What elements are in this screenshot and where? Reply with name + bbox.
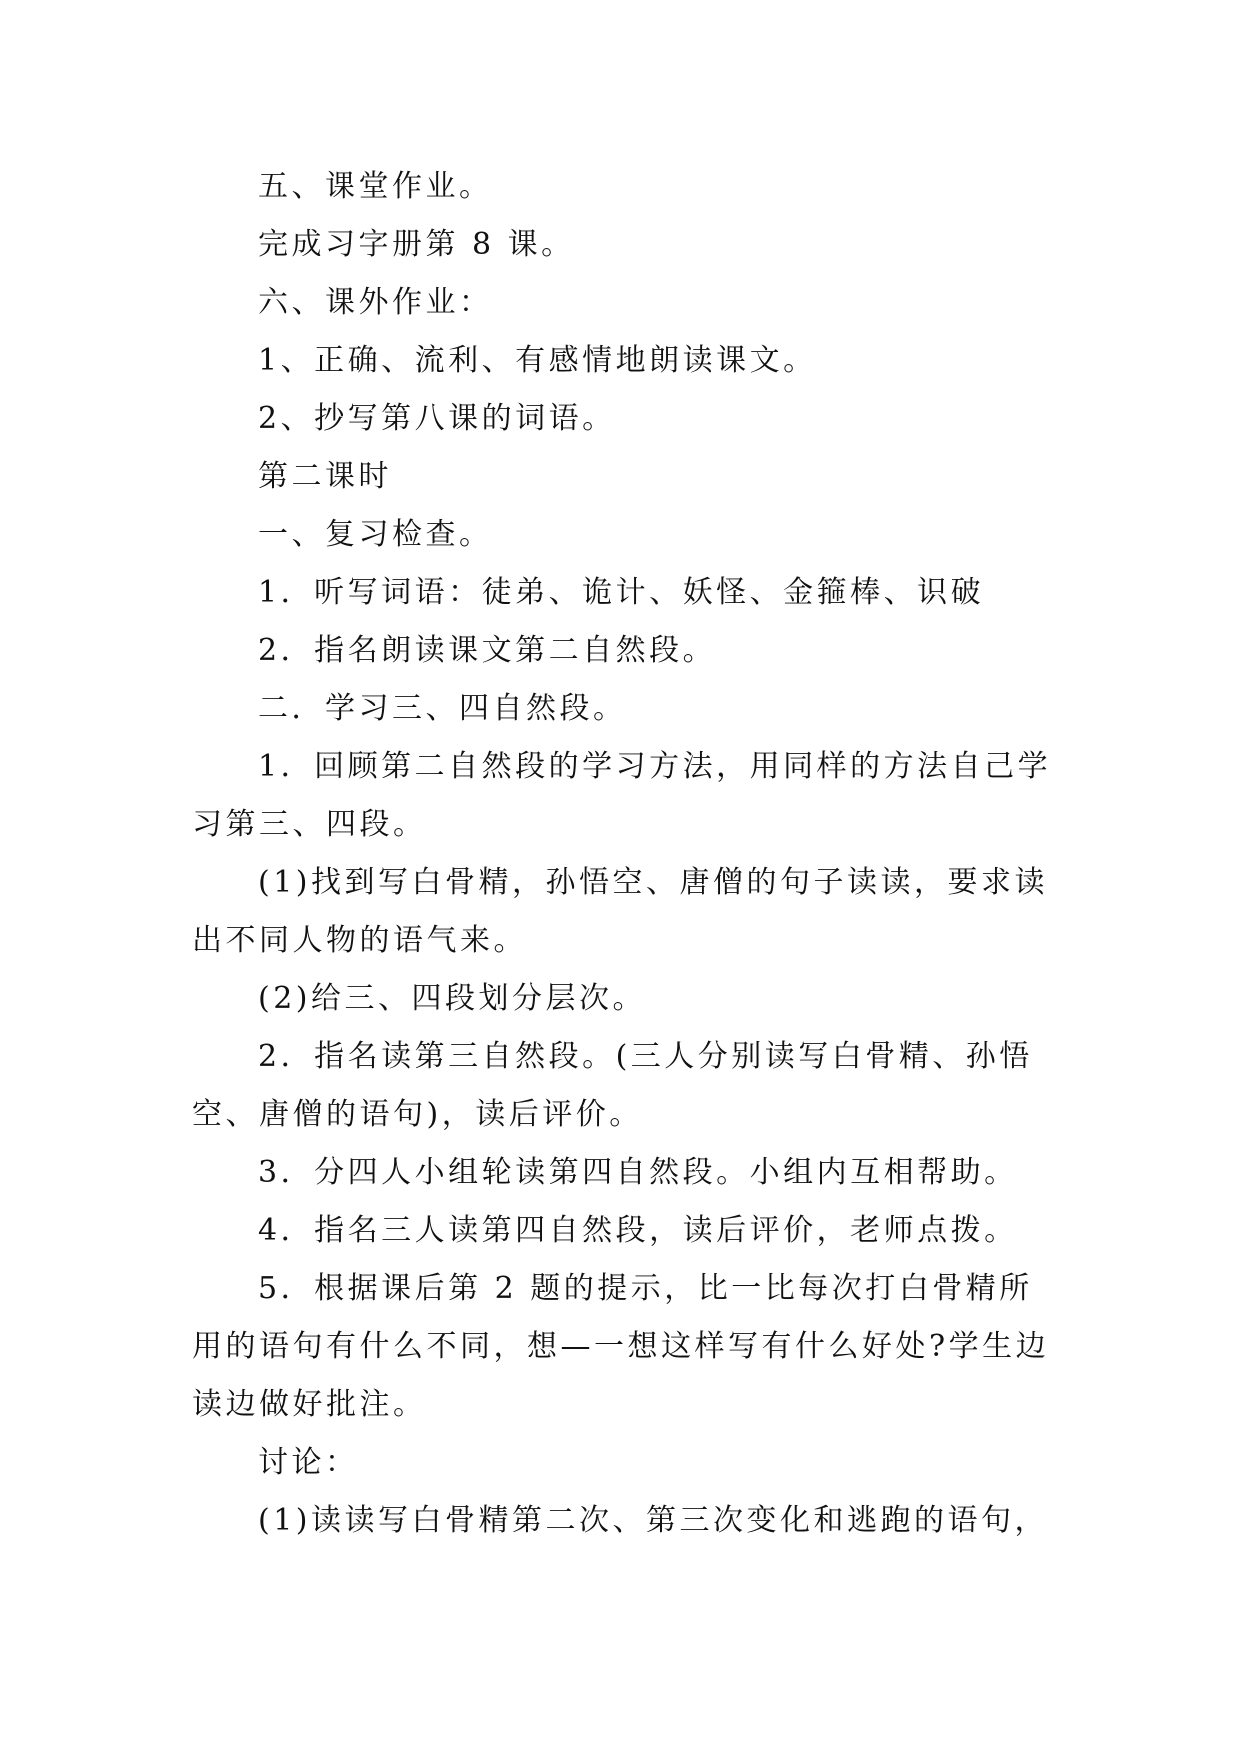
paragraph-class-assignment-heading: 五、课堂作业。 xyxy=(258,169,493,204)
paragraph-homework-item-2: 2、抄写第八课的词语。 xyxy=(258,401,616,436)
paragraph-review-heading: 一、复习检查。 xyxy=(258,517,493,552)
paragraph-study-item-5: 5．根据课后第 2 题的提示，比一比每次打白骨精所用的语句有什么不同，想—一想这样写有什么好处?学生边读边做好批注。 xyxy=(192,1271,1050,1422)
paragraph-study-item-4: 4．指名三人读第四自然段，读后评价，老师点拨。 xyxy=(258,1213,1018,1248)
paragraph-homework-item-1: 1、正确、流利、有感情地朗读课文。 xyxy=(258,343,817,378)
paragraph-complete-workbook: 完成习字册第 8 课。 xyxy=(258,227,575,262)
paragraph-homework-heading: 六、课外作业： xyxy=(258,285,493,320)
paragraph-study-subitem-1: (1)找到写白骨精，孙悟空、唐僧的句子读读，要求读出不同人物的语气来。 xyxy=(192,865,1048,958)
paragraph-second-lesson-title: 第二课时 xyxy=(258,459,392,494)
paragraph-review-item-2: 2．指名朗读课文第二自然段。 xyxy=(258,633,717,668)
paragraph-study-item-2: 2．指名读第三自然段。(三人分别读写白骨精、孙悟空、唐僧的语句)，读后评价。 xyxy=(192,1039,1033,1132)
paragraph-review-item-1: 1．听写词语：徒弟、诡计、妖怪、金箍棒、识破 xyxy=(258,575,985,610)
paragraph-study-subitem-2: (2)给三、四段划分层次。 xyxy=(258,981,646,1016)
document-body xyxy=(192,158,1058,1550)
paragraph-study-item-3: 3．分四人小组轮读第四自然段。小组内互相帮助。 xyxy=(258,1155,1018,1190)
paragraph-study-item-1: 1．回顾第二自然段的学习方法，用同样的方法自己学习第三、四段。 xyxy=(192,749,1052,842)
paragraph-discussion-item-1: (1)读读写白骨精第二次、第三次变化和逃跑的语句， xyxy=(258,1503,1048,1538)
paragraph-discussion-heading: 讨论： xyxy=(258,1445,359,1480)
paragraph-study-heading: 二．学习三、四自然段。 xyxy=(258,691,627,726)
